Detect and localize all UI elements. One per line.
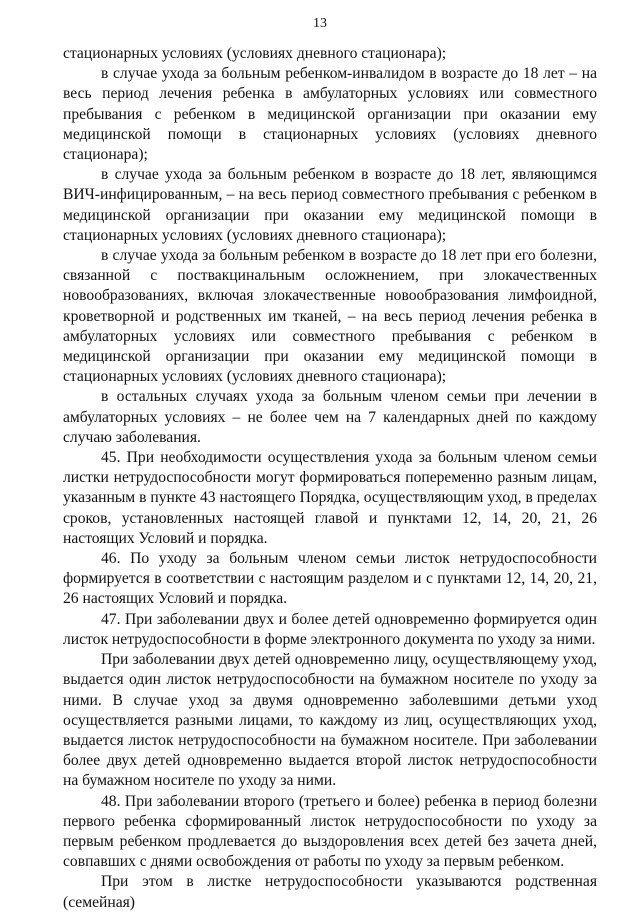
paragraph-clause-46: 46. По уходу за больным членом семьи листок нетрудоспособности формируется в соответствии с настоящим разделом и с пунктами 12, 14, 20, 21, 26 настоящих Условий и порядка. [63,550,597,608]
paragraph-disabled-child-care: в случае ухода за больным ребенком-инвалидом в возрасте до 18 лет – на весь период лечения ребенка в амбулаторных условиях или совместного пребывания с ребенком в медицинской организации при оказании ему медицинской помощи в стационарных условиях (условиях дневного стационара); [63,65,597,164]
paragraph-clause-45: 45. При необходимости осуществления ухода за больным членом семьи листки нетрудоспособности могут формироваться попеременно разным лицам, указанным в пункте 43 настоящего Порядка, осуществляющим уход, в пределах сроков, установленных настоящей главой и пунктами 12, 14, 20, 21, 26 настоящих Условий и порядка. [63,449,597,547]
page-number: 13 [313,16,327,31]
document-body [63,44,597,913]
paragraph-clause-48: 48. При заболевании второго (третьего и более) ребенка в период болезни первого ребенка сформированный листок нетрудоспособности по уходу за первым ребенком продлевается до выздоровления всех детей без зачета дней, совпавших с днями освобождения от работы по уходу за первым ребенком. [63,792,597,871]
paragraph-other-cases: в остальных случаях ухода за больным членом семьи при лечении в амбулаторных условиях – не более чем на 7 календарных дней по каждому случаю заболевания. [63,388,597,446]
paragraph-hiv-child-care: в случае ухода за больным ребенком в возрасте до 18 лет, являющимся ВИЧ-инфицированным, – на весь период совместного пребывания с ребенком в медицинской организации при оказании ему медицинской помощи в стационарных условиях (условиях дневного стационара); [63,166,597,244]
paragraph-continuation: стационарных условиях (условиях дневного стационара); [63,45,447,62]
paragraph-clause-47: 47. При заболевании двух и более детей одновременно формируется один листок нетрудоспособности в форме электронного документа по уходу за ними. [63,610,597,648]
paragraph-two-children: При заболевании двух детей одновременно лицу, осуществляющему уход, выдается один листок нетрудоспособности на бумажном носителе по уходу за ними. В случае уход за двумя одновременно заболевшими детьми уход осуществляется разными лицами, то каждому из лиц, осуществляющих уход, выдается листок нетрудоспособности на бумажном носителе. При заболевании более двух детей одновременно выдается второй листок нетрудоспособности на бумажном носителе по уходу за ними. [63,651,597,790]
paragraph-postvaccinal-oncology-care: в случае ухода за больным ребенком в возрасте до 18 лет при его болезни, связанной с поствакцинальным осложнением, при злокачественных новообразованиях, включая злокачественные новообразования лимфоидной, кроветворной и родственных им тканей, – на весь период лечения ребенка в амбулаторных условиях или совместного пребывания с ребенком в медицинской организации при оказании ему медицинской помощи в стационарных условиях (условиях дневного стационара); [63,247,597,386]
paragraph-family-relation: При этом в листке нетрудоспособности указываются родственная (семейная) [63,873,597,911]
